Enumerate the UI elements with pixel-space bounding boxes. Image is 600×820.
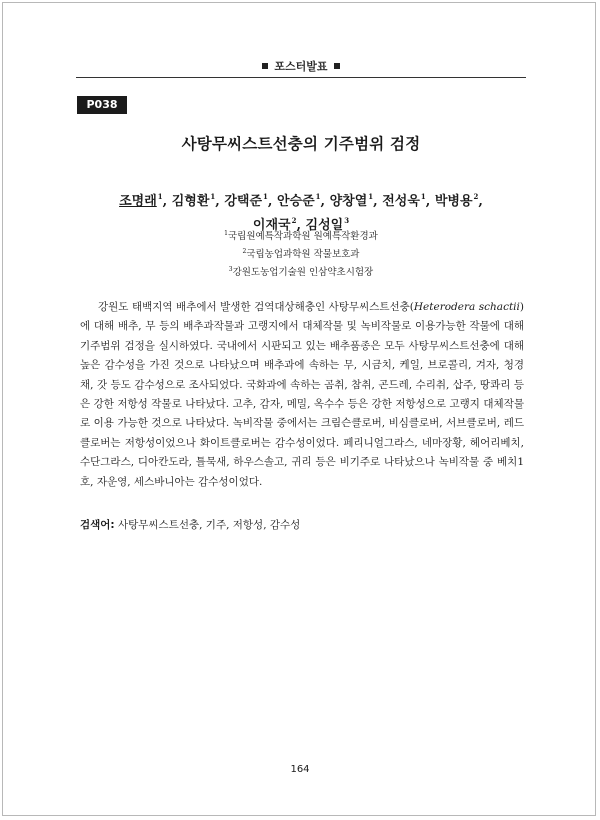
paper-title: 사탕무씨스트선충의 기주범위 검정: [181, 135, 421, 153]
poster-id-badge: P038: [77, 96, 127, 114]
header-rule: [76, 77, 526, 78]
keywords: [80, 516, 524, 535]
author: 전성욱$^1$: [382, 192, 426, 209]
author: 조명래$^1$: [119, 192, 163, 209]
square-bullet-icon: [334, 63, 340, 69]
author: 김형환$^1$: [171, 192, 216, 209]
author: 이재국$^2$: [252, 216, 297, 233]
author: 양창열$^1$: [329, 192, 374, 209]
square-bullet-icon: [262, 63, 268, 69]
author: 강택준$^1$: [224, 192, 268, 209]
author-list: 조명래$^1$, 김형환$^1$, 강택준$^1$, 안승준$^1$, 양창열$^1$, 전성욱$^1$, 박병용$^2$, 이재국$^2$, 김성일$^3$: [119, 192, 483, 233]
affiliation: $^2$국립농업과학원 작물보호과: [242, 248, 360, 260]
section-label: 포스터발표: [274, 60, 328, 73]
page-number: 164: [290, 764, 310, 775]
keywords-label: 검색어:: [80, 519, 115, 531]
species-name: Heterodera schactii: [413, 301, 520, 313]
affiliation: $^1$국립원예특작과학원 원예특작환경과: [224, 230, 378, 242]
abstract-paragraph: 강원도 태백지역 배추에서 발생한 검역대상해충인 사탕무씨스트선충(Heterodera schactii)에 대해 배추, 무 등의 배추과작물과 고랭지에서 대체작물 및 녹비작물로 이용가능한 작물에 대해 기주범위 검정을 실시하였다. 국내에서 시판되고 있는 배추품종은 모두 사탕무씨스트선충에 대해 높은 감수성을 가진 것으로 나타났으며 배추과에 속하는 무, 시금치, 케일, 브로콜리, 겨자, 청경채, 갓 등도 감수성으로 조사되었다. 국화과에 속하는 곰취, 참취, 곤드레, 수리취, 삽주, 땅콰리 등은 강한 저항성 작물로 나타났다. 고추, 감자, 메밀, 옥수수 등은 강한 저항성으로 고랭지 대체작물로 이용 가능한 것으로 나타났다. 녹비작물 중에서는 크림슨클로버, 비심클로버, 서브클로버, 레드클로버는 저항성이었으나 화이트클로버는 감수성이었다. 페리니얼그라스, 네마장황, 헤어리베치, 수단그라스, 디아칸도라, 틀묵새, 하우스솔고, 귀리 등은 비기주로 나타났으나 녹비작물 중 베치1호, 자운영, 세스바니아는 감수성이었다.: [80, 301, 524, 488]
author: 김성일$^3$: [305, 216, 350, 233]
author: 안승준$^1$: [276, 192, 321, 209]
author: 박병용$^2$: [434, 192, 479, 209]
keywords-text: 사탕무씨스트선충, 기주, 저항성, 감수성: [117, 519, 301, 531]
affiliation: $^3$강원도농업기술원 인삼약초시험장: [228, 266, 374, 278]
affiliation-list: [96, 226, 506, 280]
